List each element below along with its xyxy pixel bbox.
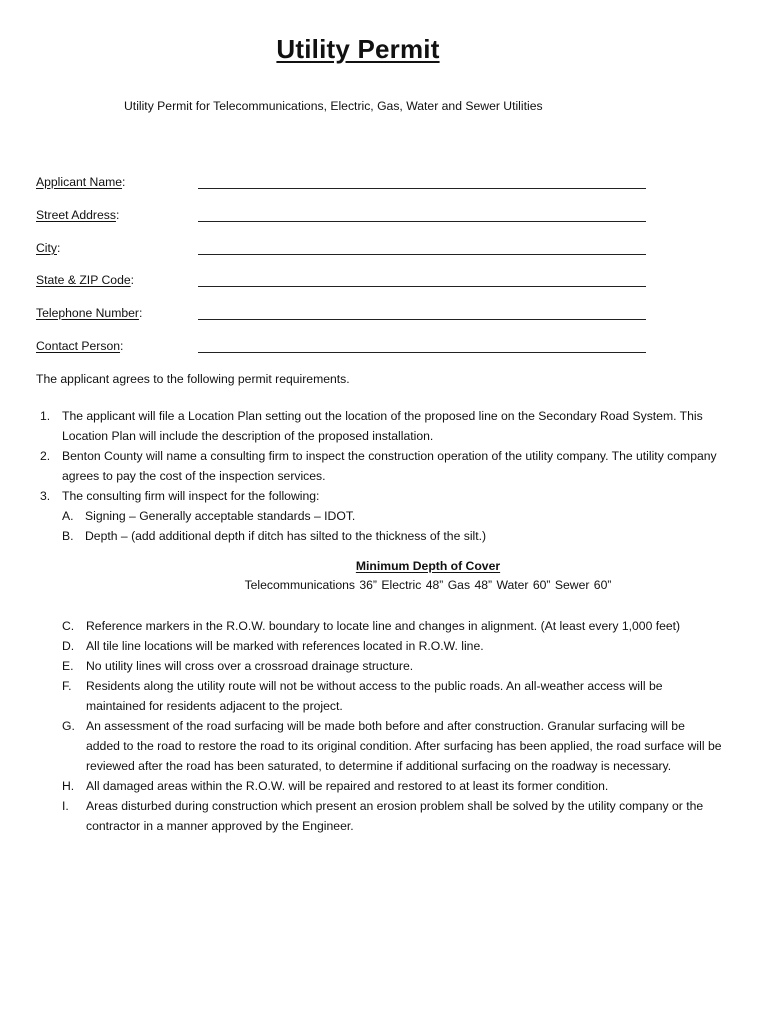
list-item [62, 506, 726, 526]
list-item [62, 526, 726, 546]
list-item [62, 776, 722, 796]
list-item [62, 636, 722, 656]
item-number: 2. [40, 449, 51, 463]
item-number: 1. [40, 409, 51, 423]
item-letter: D. [62, 639, 75, 653]
item-number: 3. [40, 489, 51, 503]
telephone-number-line[interactable] [198, 319, 646, 320]
depth-of-cover-heading: Minimum Depth of Cover [355, 559, 501, 573]
requirements-intro: The applicant agrees to the following permit requirements. [36, 372, 350, 386]
item-text: All tile line locations will be marked with references located in R.O.W. line. [86, 639, 484, 653]
list-item [62, 656, 722, 676]
contact-person-field[interactable] [36, 339, 648, 357]
item-text: The consulting firm will inspect for the following: [62, 489, 320, 503]
item-letter: I. [62, 799, 69, 813]
item-letter: G. [62, 719, 75, 733]
item-letter: C. [62, 619, 75, 633]
state-zip-field[interactable] [36, 273, 648, 291]
state-zip-line[interactable] [198, 286, 646, 287]
item-letter: H. [62, 779, 75, 793]
contact-person-line[interactable] [198, 352, 646, 353]
item-text: All damaged areas within the R.O.W. will be repaired and restored to at least its former condition. [86, 779, 609, 793]
field-label: Applicant Name: [36, 175, 126, 189]
item-text: Reference markers in the R.O.W. boundary to locate line and changes in alignment. (At least every 1,000 feet) [86, 619, 681, 633]
item-text: Signing – Generally acceptable standards – IDOT. [85, 509, 356, 523]
list-item [36, 406, 726, 446]
item-text: An assessment of the road surfacing will be made both before and after construction. Granular surfacing will be added to the road to restore the road to its original condition. After surfacing has been applied, the road surface will be reviewed after the road has been saturated, to determine if additional surfacing on the roadway is necessary. [86, 719, 722, 773]
inspection-list-continued [62, 616, 722, 836]
item-letter: B. [62, 529, 74, 543]
item-letter: E. [62, 659, 74, 673]
street-address-line[interactable] [198, 221, 646, 222]
item-text: Depth – (add additional depth if ditch has silted to the thickness of the silt.) [85, 529, 487, 543]
item-text: Residents along the utility route will not be without access to the public roads. An all-weather access will be maintained for residents adjacent to the project. [86, 679, 663, 713]
requirements-list [36, 406, 726, 546]
item-text: No utility lines will cross over a crossroad drainage structure. [86, 659, 414, 673]
field-label: Telephone Number: [36, 306, 143, 320]
list-item [62, 676, 722, 716]
item-text: Benton County will name a consulting firm to inspect the construction operation of the utility company. The utility company agrees to pay the cost of the inspection services. [62, 449, 717, 483]
inspection-sublist [62, 506, 726, 546]
applicant-name-line[interactable] [198, 188, 646, 189]
telephone-number-field[interactable] [36, 306, 648, 324]
list-item [62, 616, 722, 636]
list-item [62, 796, 722, 836]
page-title: Utility Permit [276, 34, 440, 64]
page-subtitle: Utility Permit for Telecommunications, Electric, Gas, Water and Sewer Utilities [124, 99, 543, 113]
item-letter: A. [62, 509, 74, 523]
city-line[interactable] [198, 254, 646, 255]
list-item [36, 486, 726, 546]
list-item [36, 446, 726, 486]
street-address-field[interactable] [36, 208, 648, 226]
city-field[interactable] [36, 241, 648, 259]
field-label: Street Address: [36, 208, 120, 222]
item-text: Areas disturbed during construction which present an erosion problem shall be solved by the utility company or the contractor in a manner approved by the Engineer. [86, 799, 704, 833]
depth-of-cover-values: Telecommunications 36” Electric 48” Gas 48” Water 60” Sewer 60” [244, 578, 612, 592]
item-text: The applicant will file a Location Plan setting out the location of the proposed line on the Secondary Road System. This Location Plan will include the description of the proposed installation. [62, 409, 703, 443]
applicant-name-field[interactable] [36, 175, 648, 193]
field-label: State & ZIP Code: [36, 273, 135, 287]
list-item [62, 716, 722, 776]
item-letter: F. [62, 679, 72, 693]
field-label: Contact Person: [36, 339, 124, 353]
field-label: City: [36, 241, 61, 255]
